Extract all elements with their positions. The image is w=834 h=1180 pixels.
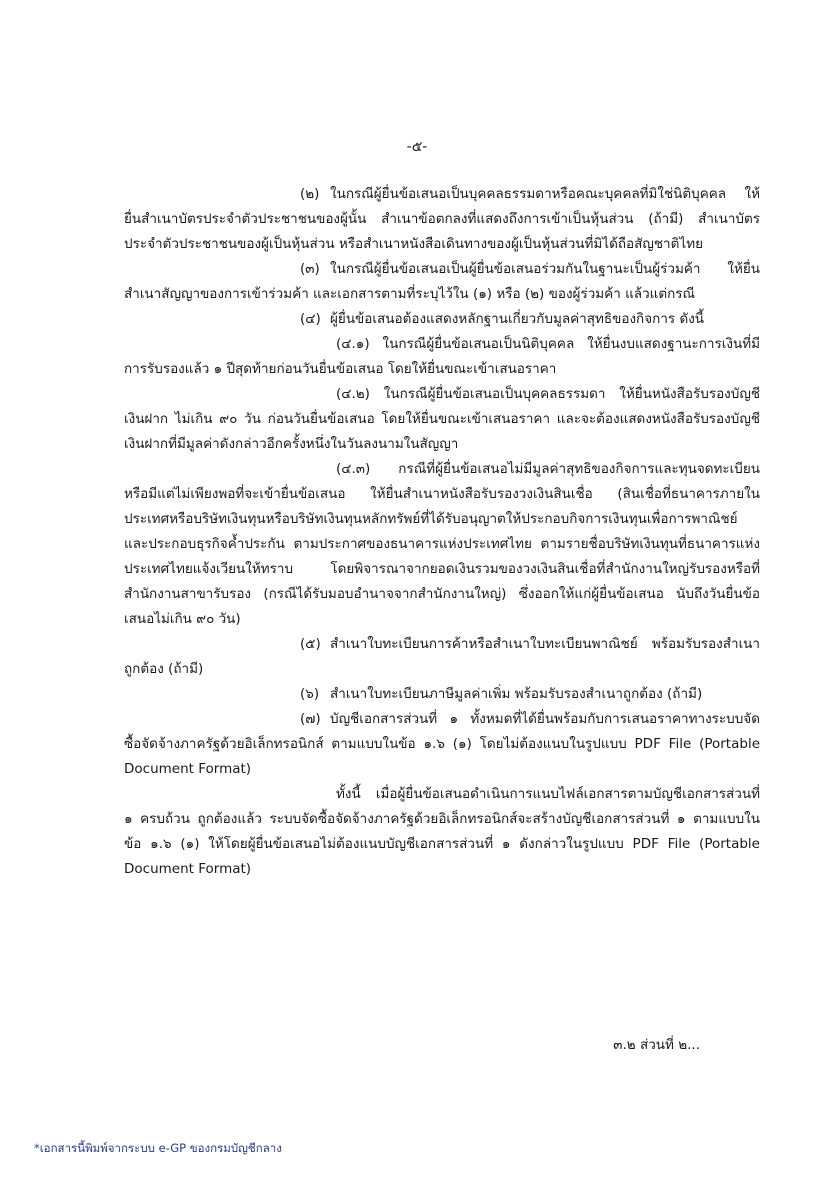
paragraph-text: (๔.๓) กรณีที่ผู้ยื่นข้อเสนอไม่มีมูลค่าสุทธิของกิจการและทุนจดทะเบียน หรือมีแต่ไม่เพียงพอที่จะเข้ายื่นข้อเสนอ ให้ยื่นสำเนาหนังสือรับรองวงเงินสินเชื่อ (สินเชื่อที่ธนาคารภายในประเทศหรือบริษัทเงินทุนหรือบริษัทเงินทุนหลักทรัพย์ที่ได้รับอนุญาตให้ประกอบกิจการเงินทุนเพื่อการพาณิชย์และประกอบธุรกิจค้ำประกัน ตามประกาศของธนาคารแห่งประเทศไทย ตามรายชื่อบริษัทเงินทุนที่ธนาคารแห่งประเทศไทยแจ้งเวียนให้ทราบ โดยพิจารณาจากยอดเงินรวมของวงเงินสินเชื่อที่สำนักงานใหญ่รับรองหรือที่สำนักงานสาขารับรอง (กรณีได้รับมอบอำนาจจากสำนักงานใหญ่) ซึ่งออกให้แก่ผู้ยื่นข้อเสนอ นับถึงวันยื่นข้อเสนอไม่เกิน ๙๐ วัน) <box>124 461 760 627</box>
paragraph <box>124 382 760 457</box>
document-body <box>124 182 760 882</box>
paragraph <box>124 782 760 882</box>
paragraph <box>124 632 760 682</box>
paragraph-text: ในกรณีผู้ยื่นข้อเสนอเป็นผู้ยื่นข้อเสนอร่วมกันในฐานะเป็นผู้ร่วมค้า ให้ยื่นสำเนาสัญญาของการเข้าร่วมค้า และเอกสารตามที่ระบุไว้ใน (๑) หรือ (๒) ของผู้ร่วมค้า แล้วแต่กรณี <box>124 261 760 302</box>
paragraph-text: ผู้ยื่นข้อเสนอต้องแสดงหลักฐานเกี่ยวกับมูลค่าสุทธิของกิจการ ดังนี้ <box>330 311 705 327</box>
paragraph <box>124 707 760 782</box>
item-number: (๗) <box>300 711 321 727</box>
paragraph-text: สำเนาใบทะเบียนการค้าหรือสำเนาใบทะเบียนพาณิชย์ พร้อมรับรองสำเนาถูกต้อง (ถ้ามี) <box>124 636 760 677</box>
item-number: (๓) <box>300 261 320 277</box>
item-number: (๔) <box>300 311 321 327</box>
paragraph <box>124 307 760 332</box>
paragraph-text: สำเนาใบทะเบียนภาษีมูลค่าเพิ่ม พร้อมรับรองสำเนาถูกต้อง (ถ้ามี) <box>330 686 703 702</box>
paragraph-text: บัญชีเอกสารส่วนที่ ๑ ทั้งหมดที่ได้ยื่นพร้อมกับการเสนอราคาทางระบบจัดซื้อจัดจ้างภาครัฐด้วยอิเล็กทรอนิกส์ ตามแบบในข้อ ๑.๖ (๑) โดยไม่ต้องแนบในรูปแบบ PDF File (Portable Document Format) <box>124 711 760 777</box>
item-number: (๒) <box>300 186 320 202</box>
paragraph <box>124 457 760 632</box>
paragraph <box>124 182 760 257</box>
footer-note: *เอกสารนี้พิมพ์จากระบบ e-GP ของกรมบัญชีกลาง <box>34 1141 282 1155</box>
item-number: (๖) <box>300 686 320 702</box>
paragraph-text: (๔.๑) ในกรณีผู้ยื่นข้อเสนอเป็นนิติบุคคล ให้ยื่นงบแสดงฐานะการเงินที่มีการรับรองแล้ว ๑ ปีสุดท้ายก่อนวันยื่นข้อเสนอ โดยให้ยื่นขณะเข้าเสนอราคา <box>124 336 760 377</box>
paragraph-text: ในกรณีผู้ยื่นข้อเสนอเป็นบุคคลธรรมดาหรือคณะบุคคลที่มิใช่นิติบุคคล ให้ยื่นสำเนาบัตรประจำตัวประชาชนของผู้นั้น สำเนาข้อตกลงที่แสดงถึงการเข้าเป็นหุ้นส่วน (ถ้ามี) สำเนาบัตรประจำตัวประชาชนของผู้เป็นหุ้นส่วน หรือสำเนาหนังสือเดินทางของผู้เป็นหุ้นส่วนที่มิได้ถือสัญชาติไทย <box>124 186 760 252</box>
paragraph <box>124 682 760 707</box>
paragraph-text: ทั้งนี้ เมื่อผู้ยื่นข้อเสนอดำเนินการแนบไฟล์เอกสารตามบัญชีเอกสารส่วนที่ ๑ ครบถ้วน ถูกต้องแล้ว ระบบจัดซื้อจัดจ้างภาครัฐด้วยอิเล็กทรอนิกส์จะสร้างบัญชีเอกสารส่วนที่ ๑ ตามแบบในข้อ ๑.๖ (๑) ให้โดยผู้ยื่นข้อเสนอไม่ต้องแนบบัญชีเอกสารส่วนที่ ๑ ดังกล่าวในรูปแบบ PDF File (Portable Document Format) <box>124 786 760 877</box>
paragraph <box>124 257 760 307</box>
paragraph <box>124 332 760 382</box>
item-number: (๕) <box>300 636 321 652</box>
page-number: -๕- <box>406 139 428 155</box>
paragraph-text: (๔.๒) ในกรณีผู้ยื่นข้อเสนอเป็นบุคคลธรรมดา ให้ยื่นหนังสือรับรองบัญชีเงินฝาก ไม่เกิน ๙๐ วัน ก่อนวันยื่นข้อเสนอ โดยให้ยื่นขณะเข้าเสนอราคา และจะต้องแสดงหนังสือรับรองบัญชีเงินฝากที่มีมูลค่าดังกล่าวอีกครั้งหนึ่งในวันลงนามในสัญญา <box>124 386 760 452</box>
continuation-marker: ๓.๒ ส่วนที่ ๒... <box>613 1037 700 1053</box>
